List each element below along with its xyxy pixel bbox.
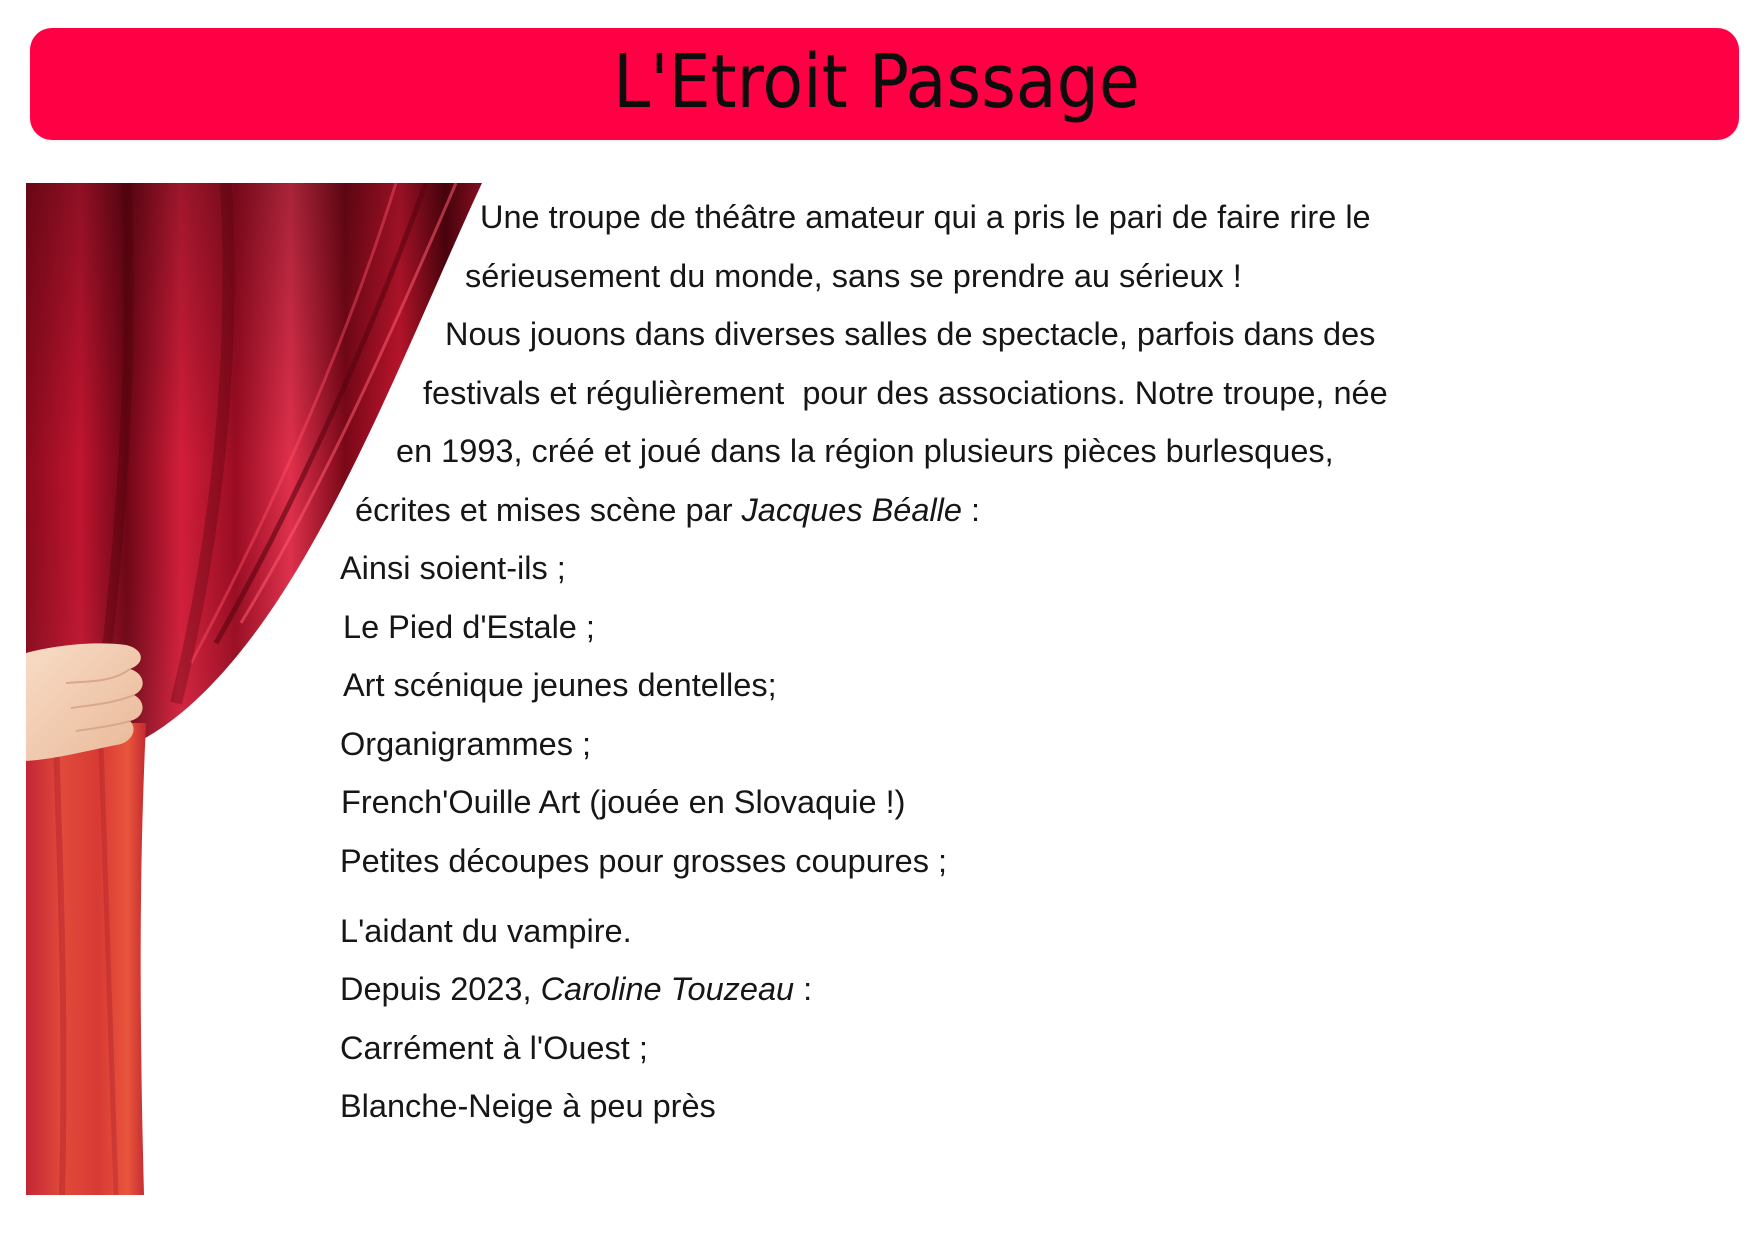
play-item: L'aidant du vampire. — [340, 913, 632, 949]
page-title: L'Etroit Passage — [613, 39, 1140, 125]
author-name: Jacques Béalle — [741, 492, 962, 528]
second-author-suffix: : — [794, 971, 813, 1007]
play-item: Blanche-Neige à peu près — [340, 1088, 716, 1124]
author-suffix: : — [961, 492, 981, 528]
author-prefix: écrites et mises scène par — [355, 492, 742, 528]
second-author-name: Caroline Touzeau — [540, 971, 795, 1007]
play-item: Le Pied d'Estale ; — [343, 609, 595, 645]
intro-line: Nous jouons dans diverses salles de spectacle, parfois dans des — [445, 316, 1376, 352]
intro-line: festivals et régulièrement pour des associations. Notre troupe, née — [423, 375, 1388, 411]
play-item: Carrément à l'Ouest ; — [340, 1030, 648, 1066]
intro-line: sérieusement du monde, sans se prendre au sérieux ! — [465, 258, 1242, 294]
title-banner — [30, 28, 1739, 140]
intro-line: en 1993, créé et joué dans la région plusieurs pièces burlesques, — [396, 433, 1334, 469]
intro-line: Une troupe de théâtre amateur qui a pris le pari de faire rire le — [480, 199, 1371, 235]
play-item: Organigrammes ; — [340, 726, 592, 762]
second-author-prefix: Depuis 2023, — [340, 971, 541, 1007]
play-item: French'Ouille Art (jouée en Slovaquie !) — [341, 784, 906, 820]
play-item: Petites découpes pour grosses coupures ; — [340, 843, 948, 879]
play-item: Art scénique jeunes dentelles; — [343, 667, 777, 703]
play-item: Ainsi soient-ils ; — [340, 550, 566, 586]
author-line — [355, 494, 980, 527]
second-author-line — [340, 973, 812, 1006]
